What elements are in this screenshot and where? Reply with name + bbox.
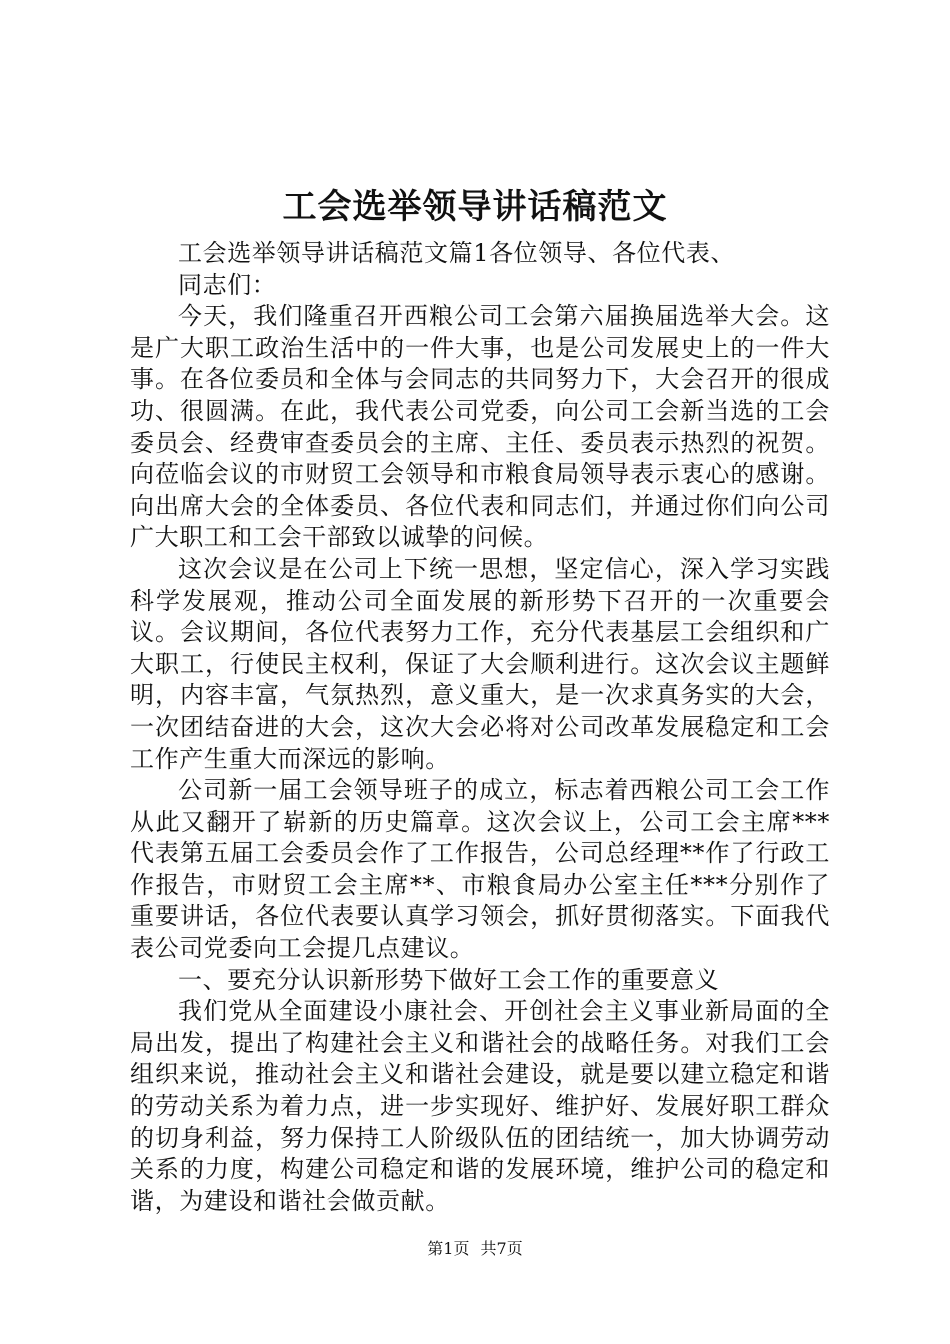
paragraph-significance: 我们党从全面建设小康社会、开创社会主义事业新局面的全局出发，提出了构建社会主义和谐社会的战略任务。对我们工会组织来说，推动社会主义和谐社会建设，就是要以建立稳定和谐的劳动关系为着力点，进一步实现好、维护好、发展好职工群众的切身利益，努力保持工人阶级队伍的团结统一，加大协调劳动关系的力度，构建公司稳定和谐的发展环境，维护公司的稳定和谐，为建设和谐社会做贡献。 (130, 997, 830, 1215)
page-footer (0, 1238, 950, 1260)
paragraph-opening: 今天，我们隆重召开西粮公司工会第六届换届选举大会。这是广大职工政治生活中的一件大事，也是公司发展史上的一件大事。在各位委员和全体与会同志的共同努力下，大会召开的很成功、很圆满。在此，我代表公司党委，向公司工会新当选的工会委员会、经费审查委员会的主席、主任、委员表示热烈的祝贺。向莅临会议的市财贸工会领导和市粮食局领导表示衷心的感谢。向出席大会的全体委员、各位代表和同志们，并通过你们向公司广大职工和工会干部致以诚挚的问候。 (130, 302, 830, 552)
page-number: 第1页 (427, 1239, 470, 1258)
paragraph-intro: 工会选举领导讲话稿范文篇1各位领导、各位代表、 (178, 239, 736, 267)
document-body (130, 238, 830, 1217)
document-title: 工会选举领导讲话稿范文 (282, 187, 668, 227)
section-heading-1: 一、要充分认识新形势下做好工会工作的重要意义 (178, 965, 720, 994)
paragraph-salutation: 同志们： (178, 270, 277, 299)
paragraph-meeting: 这次会议是在公司上下统一思想，坚定信心，深入学习实践科学发展观，推动公司全面发展的新形势下召开的一次重要会议。会议期间，各位代表努力工作，充分代表基层工会组织和广大职工，行使民主权利，保证了大会顺利进行。这次会议主题鲜明，内容丰富，气氛热烈，意义重大，是一次求真务实的大会，一次团结奋进的大会，这次大会必将对公司改革发展稳定和工会工作产生重大而深远的影响。 (130, 554, 830, 773)
paragraph-leadership: 公司新一届工会领导班子的成立，标志着西粮公司工会工作从此又翻开了崭新的历史篇章。这次会议上，公司工会主席***代表第五届工会委员会作了工作报告，公司总经理**作了行政工作报告，市财贸工会主席**、市粮食局办公室主任***分别作了重要讲话，各位代表要认真学习领会，抓好贯彻落实。下面我代表公司党委向工会提几点建议。 (130, 776, 830, 963)
page-total: 共7页 (480, 1239, 523, 1258)
